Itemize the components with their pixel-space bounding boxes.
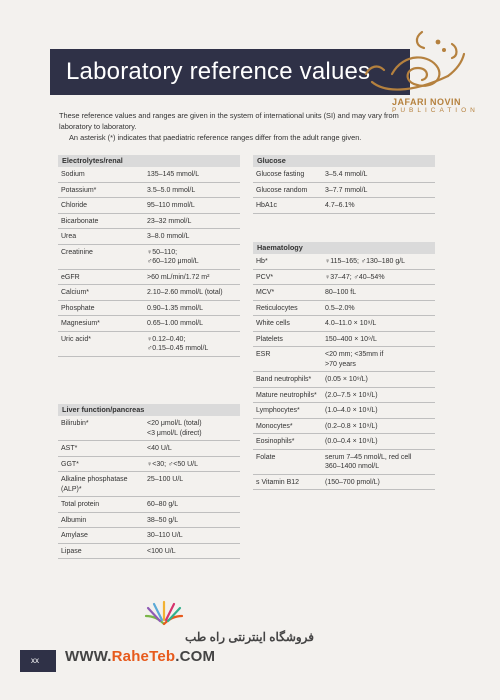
table-row xyxy=(58,316,240,332)
table-row xyxy=(253,285,435,301)
intro-paragraph: An asterisk (*) indicates that paediatric reference ranges differ from the adult range given. xyxy=(69,133,362,142)
right-column-lower xyxy=(253,242,435,490)
table-row xyxy=(253,372,435,388)
row-value: <20 μmol/L (total) <3 μmol/L (direct) xyxy=(144,416,240,441)
store-url[interactable] xyxy=(65,648,215,665)
row-value: 0.90–1.35 mmol/L xyxy=(144,300,240,316)
row-value: (0.2–0.8 × 10⁹/L) xyxy=(322,418,435,434)
table-row xyxy=(58,528,240,544)
row-value: <40 U/L xyxy=(144,441,240,457)
table-row xyxy=(58,244,240,269)
row-value: (2.0–7.5 × 10⁹/L) xyxy=(322,387,435,403)
row-label: Creatinine xyxy=(58,244,144,269)
row-label: Potassium* xyxy=(58,182,144,198)
table-row xyxy=(58,213,240,229)
row-label: Glucose fasting xyxy=(253,167,322,182)
row-value: ♀<30; ♂<50 U/L xyxy=(144,456,240,472)
row-value: 4.7–6.1% xyxy=(322,198,435,214)
row-value: 150–400 × 10⁹/L xyxy=(322,331,435,347)
row-value: serum 7–45 nmol/L, red cell 360–1400 nmol/L xyxy=(322,449,435,474)
table-row xyxy=(253,316,435,332)
row-label: Monocytes* xyxy=(253,418,322,434)
url-brand: RaheTeb xyxy=(111,648,176,665)
table-row xyxy=(58,543,240,559)
row-value: (1.0–4.0 × 10⁹/L) xyxy=(322,403,435,419)
row-label: Hb* xyxy=(253,254,322,269)
row-value: <100 U/L xyxy=(144,543,240,559)
row-value: <20 mm; <35mm if >70 years xyxy=(322,347,435,372)
table-row xyxy=(58,416,240,441)
row-label: Lymphocytes* xyxy=(253,403,322,419)
page-number: xx xyxy=(31,656,39,665)
row-label: Folate xyxy=(253,449,322,474)
table-row xyxy=(253,331,435,347)
table-row xyxy=(253,347,435,372)
row-label: GGT* xyxy=(58,456,144,472)
table-row xyxy=(58,331,240,356)
row-value: (150–700 pmol/L) xyxy=(322,474,435,490)
table-row xyxy=(58,229,240,245)
intro-text xyxy=(59,110,419,143)
logo-subtext: PUBLICATION xyxy=(392,107,479,114)
row-value: 80–100 fL xyxy=(322,285,435,301)
table-row xyxy=(253,418,435,434)
left-column xyxy=(58,155,240,357)
section-heading: Glucose xyxy=(253,155,435,167)
row-label: Sodium xyxy=(58,167,144,182)
row-label: Bicarbonate xyxy=(58,213,144,229)
row-label: ESR xyxy=(253,347,322,372)
row-label: Albumin xyxy=(58,512,144,528)
url-prefix: WWW. xyxy=(65,648,112,665)
table-row xyxy=(253,254,435,269)
row-label: Mature neutrophils* xyxy=(253,387,322,403)
row-label: Alkaline phosphatase (ALP)* xyxy=(58,472,144,497)
row-value: (0.0–0.4 × 10⁹/L) xyxy=(322,434,435,450)
row-label: eGFR xyxy=(58,269,144,285)
row-value: 38–50 g/L xyxy=(144,512,240,528)
row-value: 60–80 g/L xyxy=(144,497,240,513)
table-row xyxy=(58,285,240,301)
row-value: 3–7.7 mmol/L xyxy=(322,182,435,198)
row-value: 4.0–11.0 × 10⁹/L xyxy=(322,316,435,332)
row-label: White cells xyxy=(253,316,322,332)
table-row xyxy=(58,512,240,528)
table-row xyxy=(58,269,240,285)
table-row xyxy=(253,167,435,182)
right-column xyxy=(253,155,435,214)
row-label: MCV* xyxy=(253,285,322,301)
row-value: 2.10–2.60 mmol/L (total) xyxy=(144,285,240,301)
row-label: Reticulocytes xyxy=(253,300,322,316)
row-label: Phosphate xyxy=(58,300,144,316)
table-row xyxy=(58,300,240,316)
row-value: ♀50–110; ♂60–120 μmol/L xyxy=(144,244,240,269)
table-row xyxy=(253,474,435,490)
row-label: Eosinophils* xyxy=(253,434,322,450)
row-value: ♀0.12–0.40; ♂0.15–0.45 mmol/L xyxy=(144,331,240,356)
row-value: 3–8.0 mmol/L xyxy=(144,229,240,245)
row-label: Chloride xyxy=(58,198,144,214)
row-label: Platelets xyxy=(253,331,322,347)
table-row xyxy=(253,387,435,403)
row-label: Bilirubin* xyxy=(58,416,144,441)
row-value: 135–145 mmol/L xyxy=(144,167,240,182)
haematology-table xyxy=(253,254,435,490)
intro-paragraph: These reference values and ranges are given in the system of international units (SI) and may vary from laboratory to laboratory. xyxy=(59,111,399,131)
row-label: Lipase xyxy=(58,543,144,559)
table-row xyxy=(253,449,435,474)
table-row xyxy=(58,198,240,214)
row-label: Glucose random xyxy=(253,182,322,198)
table-row xyxy=(58,182,240,198)
table-row xyxy=(253,182,435,198)
row-value: 0.65–1.00 mmol/L xyxy=(144,316,240,332)
table-row xyxy=(253,403,435,419)
section-heading: Haematology xyxy=(253,242,435,254)
row-label: Magnesium* xyxy=(58,316,144,332)
table-row xyxy=(58,441,240,457)
url-domain: .COM xyxy=(175,648,216,665)
table-row xyxy=(58,497,240,513)
row-value: >60 mL/min/1.72 m² xyxy=(144,269,240,285)
row-label: Urea xyxy=(58,229,144,245)
liver-table xyxy=(58,416,240,559)
row-value: 25–100 U/L xyxy=(144,472,240,497)
row-label: AST* xyxy=(58,441,144,457)
publisher-logo-icon xyxy=(352,24,472,108)
row-value: 95–110 mmol/L xyxy=(144,198,240,214)
logo-text: JAFARI NOVIN xyxy=(392,97,462,107)
row-label: Uric acid* xyxy=(58,331,144,356)
section-heading: Electrolytes/renal xyxy=(58,155,240,167)
row-value: ♀115–165; ♂130–180 g/L xyxy=(322,254,435,269)
row-label: Amylase xyxy=(58,528,144,544)
table-row xyxy=(253,269,435,285)
row-value: 23–32 mmol/L xyxy=(144,213,240,229)
row-label: Band neutrophils* xyxy=(253,372,322,388)
book-logo-icon xyxy=(144,598,184,626)
table-row xyxy=(253,300,435,316)
table-row xyxy=(253,434,435,450)
glucose-table xyxy=(253,167,435,214)
row-value: ♀37–47; ♂40–54% xyxy=(322,269,435,285)
left-column-lower xyxy=(58,404,240,559)
table-row xyxy=(58,456,240,472)
row-value: 0.5–2.0% xyxy=(322,300,435,316)
row-value: (0.05 × 10⁹/L) xyxy=(322,372,435,388)
row-label: PCV* xyxy=(253,269,322,285)
section-heading: Liver function/pancreas xyxy=(58,404,240,416)
row-value: 30–110 U/L xyxy=(144,528,240,544)
row-label: Calcium* xyxy=(58,285,144,301)
row-value: 3–5.4 mmol/L xyxy=(322,167,435,182)
page-title: Laboratory reference values xyxy=(66,58,371,85)
row-label: s Vitamin B12 xyxy=(253,474,322,490)
table-row xyxy=(58,167,240,182)
table-row xyxy=(58,472,240,497)
row-label: Total protein xyxy=(58,497,144,513)
row-label: HbA1c xyxy=(253,198,322,214)
row-value: 3.5–5.0 mmol/L xyxy=(144,182,240,198)
electrolytes-table xyxy=(58,167,240,357)
table-row xyxy=(253,198,435,214)
store-name: فروشگاه اینترنتی راه طب xyxy=(185,630,315,644)
